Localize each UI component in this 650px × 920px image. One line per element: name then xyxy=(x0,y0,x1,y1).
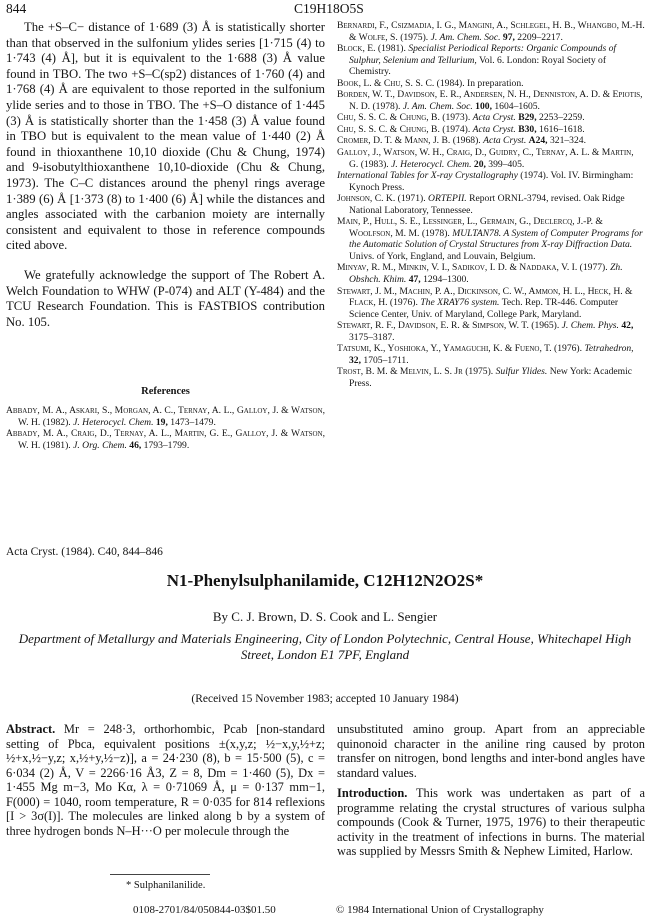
reference-journal: Zh. Obshch. Khim. xyxy=(349,262,623,286)
reference-year: (1981). xyxy=(377,43,406,55)
abstract-continued: unsubstituted amino group. Apart from an appreciable quinonoid character in the aniline ring caused by proton transfer on nitrogen, bond lengths and inter-bond angles have standard values. xyxy=(337,722,645,780)
references-heading: References xyxy=(141,386,190,397)
reference-pages: 2253–2259. xyxy=(539,112,585,124)
reference-pages: 1473–1479. xyxy=(170,416,216,428)
reference-pages: 1294–1300. xyxy=(423,274,469,286)
introduction-label: Introduction. xyxy=(337,786,408,800)
reference-entry xyxy=(337,124,645,136)
reference-journal: Acta Cryst. xyxy=(483,135,527,147)
reference-authors: Chu, S. S. C. & Chung, B. xyxy=(337,112,440,124)
reference-volume: 97, xyxy=(502,31,515,43)
reference-pages: 2209–2217. xyxy=(517,31,563,43)
reference-authors: Stewart, R. F., Davidson, E. R. & Simpson, W. T. xyxy=(337,320,529,332)
reference-entry xyxy=(337,320,645,343)
prev-article-body xyxy=(6,20,325,330)
reference-volume: 42, xyxy=(621,320,634,332)
reference-journal: Specialist Periodical Reports: Organic Compounds of Sulphur, Selenium and Tellurium, xyxy=(349,43,617,66)
reference-journal: J. Chem. Phys. xyxy=(561,320,619,332)
reference-authors: Cromer, D. T. & Mann, J. B. xyxy=(337,135,451,147)
reference-authors: Johnson, C. K. xyxy=(337,193,396,205)
reference-volume: 19, xyxy=(155,416,168,428)
reference-pages: 1705–1711. xyxy=(363,354,409,366)
reference-authors: Bernardi, F., Csizmadia, I. G., Mangini, A., Schlegel, H. B., Whangbo, M.-H. & Wolfe, S. xyxy=(337,20,645,43)
reference-volume: 100, xyxy=(475,100,492,112)
reference-year: (1983). xyxy=(360,158,389,170)
reference-year: (1975). xyxy=(400,31,429,43)
reference-journal: International Tables for X-ray Crystallography xyxy=(337,170,518,182)
reference-pages: Tech. Rep. TR-446. Computer Science Center, Univ. of Maryland, College Park, Maryland. xyxy=(349,297,619,320)
reference-journal: MULTAN78. A System of Computer Programs for the Automatic Solution of Crystal Structures from X-ray Diffraction Data. xyxy=(349,227,643,251)
reference-journal: J. Am. Chem. Soc. xyxy=(402,100,473,112)
reference-pages: Vol. 6. London: Royal Society of Chemistry. xyxy=(349,54,607,78)
reference-year: (1984). xyxy=(436,77,465,89)
reference-entry xyxy=(337,216,645,262)
reference-pages: New York: Academic Press. xyxy=(349,366,633,389)
references-left xyxy=(6,405,325,451)
reference-pages: In preparation. xyxy=(467,77,524,89)
introduction xyxy=(337,786,645,859)
reference-entry xyxy=(337,135,645,147)
reference-volume: 46, xyxy=(129,439,142,451)
reference-authors: Stewart, J. M., Machin, P. A., Dickinson, C. W., Ammon, H. L., Heck, H. & Flack, H. xyxy=(337,285,633,309)
reference-year: (1978). xyxy=(372,100,401,112)
reference-entry xyxy=(337,43,645,78)
reference-authors: Abbady, M. A., Craig, D., Ternay, A. L., Martin, G. E., Galloy, J. & Watson, W. H. xyxy=(6,428,325,451)
reference-entry xyxy=(337,147,645,170)
reference-year: (1971). xyxy=(397,193,426,205)
issn-code: 0108-2701/84/050844-03$01.50 xyxy=(133,904,276,916)
page-number: 844 xyxy=(6,1,27,16)
reference-authors: Borden, W. T., Davidson, E. R., Andersen, N. H., Denniston, A. D. & Epiotis, N. D. xyxy=(337,89,643,112)
reference-authors: Minyav, R. M., Minkin, V. I., Sadikov, I. D. & Naddaka, V. I. xyxy=(337,262,578,274)
abstract-text: Mr = 248·3, orthorhombic, Pcab [non-standard setting of Pbca, equivalent positions ±(x,y,z; ½−x,y,½+z; ½+x,½−y,z; x,½+y,½−z)], a = 24·230 (8), b = 15·500 (5), c = 6·034 (2) Å, V = 2266·16 Å3, Z = 8, Dm = 1·460 (5), Dx = 1·455 Mg m−3, Mo Kα, λ = 0·71069 Å, μ = 0·137 mm−1, F(000) = 1040, room temperature, R = 0·035 for 814 reflexions [I > 3σ(I)]. The molecules are linked along b by a system of three hydrogen bonds N–H···O per molecule through the xyxy=(6,722,325,838)
copyright: © 1984 International Union of Crystallography xyxy=(336,904,544,916)
reference-journal: The XRAY76 system. xyxy=(420,297,500,309)
reference-pages: Univs. of York, England, and Louvain, Belgium. xyxy=(349,250,536,262)
reference-authors: Trost, B. M. & Melvin, L. S. Jr xyxy=(337,366,463,378)
reference-entry xyxy=(6,405,325,428)
reference-pages: 1604–1605. xyxy=(494,100,540,112)
reference-year: (1974). xyxy=(442,123,471,135)
article-affiliation: Department of Metallurgy and Materials Engineering, City of London Polytechnic, Central House, Whitechapel High Street, London E1 7PF, England xyxy=(18,631,632,662)
article-title: N1-Phenylsulphanilamide, C12H12N2O2S* xyxy=(166,571,484,590)
reference-authors: Tatsumi, K., Yoshioka, Y., Yamaguchi, K. & Fueno, T. xyxy=(337,343,552,355)
reference-year: (1973). xyxy=(442,112,471,124)
reference-volume: 47, xyxy=(408,274,421,286)
abstract xyxy=(6,722,325,838)
reference-year: (1968). xyxy=(452,135,481,147)
reference-journal: Sulfur Ylides. xyxy=(495,366,548,378)
reference-entry xyxy=(337,78,645,90)
reference-authors: Galloy, J., Watson, W. H., Craig, D., Guidry, C., Ternay, A. L. & Martin, G. xyxy=(337,147,634,170)
reference-volume: A24, xyxy=(528,135,548,147)
reference-entry xyxy=(337,366,645,389)
reference-authors: Abbady, M. A., Askari, S., Morgan, A. C., Ternay, A. L., Galloy, J. & Watson, W. H. xyxy=(6,405,325,428)
running-header-formula: C19H18O5S xyxy=(294,1,364,16)
reference-year: (1976). xyxy=(554,343,583,355)
reference-pages: 1793–1799. xyxy=(143,439,190,451)
reference-journal: Acta Cryst. xyxy=(472,123,516,135)
reference-authors: Book, L. & Chu, S. S. C. xyxy=(337,77,435,89)
reference-journal: J. Heterocycl. Chem. xyxy=(391,158,472,170)
reference-authors: Block, E. xyxy=(337,43,376,55)
reference-entry xyxy=(337,89,645,112)
reference-pages: (1974). Vol. IV. Birmingham: Kynoch Press. xyxy=(349,170,634,193)
reference-volume: B30, xyxy=(518,123,537,135)
reference-year: (1975). xyxy=(465,366,494,378)
reference-entry xyxy=(337,193,645,216)
reference-year: (1976). xyxy=(389,297,418,309)
references-right xyxy=(337,20,645,390)
reference-entry xyxy=(337,170,645,193)
reference-journal: J. Am. Chem. Soc. xyxy=(430,31,501,43)
reference-authors: Main, P., Hull, S. E., Lessinger, L., Germain, G., Declercq, J.-P. & Woolfson, M. M. xyxy=(337,216,603,239)
reference-volume: 32, xyxy=(349,354,361,366)
reference-authors: Chu, S. S. C. & Chung, B. xyxy=(337,123,440,135)
reference-pages: 1616–1618. xyxy=(539,123,585,135)
reference-year: (1982). xyxy=(42,416,71,428)
reference-entry xyxy=(337,286,645,321)
reference-volume: 20, xyxy=(473,158,486,170)
footnote-divider xyxy=(110,874,210,875)
footnote: * Sulphanilanilide. xyxy=(126,880,206,891)
reference-journal: J. Org. Chem. xyxy=(73,439,127,451)
reference-entry xyxy=(337,262,645,285)
journal-citation: Acta Cryst. (1984). C40, 844–846 xyxy=(6,546,163,558)
article-authors: By C. J. Brown, D. S. Cook and L. Sengier xyxy=(212,609,438,624)
reference-year: (1981). xyxy=(42,439,71,451)
reference-pages: Report ORNL-3794, revised. Oak Ridge National Laboratory, Tennessee. xyxy=(349,193,625,216)
reference-pages: 3175–3187. xyxy=(349,331,395,343)
reference-entry xyxy=(337,112,645,124)
prev-article-paragraph: The +S–C− distance of 1·689 (3) Å is statistically shorter than that observed in the sulfonium ylides series [1·715 (4) to 1·743 (4) Å], but it is equivalent to the 1·688 (3) Å value found in TBO. The two +S–C(sp2) distances of 1·760 (4) and 1·768 (4) Å are equivalent to those reported in the sulfonium ylide series and to those in TBO. The +S–O distance of 1·445 (3) Å is statistically shorter than the 1·458 (3) Å value found in TBO but is equivalent to the mean value of 1·440 (2) Å found in thioxanthene 10,10 dioxide (Chu & Chung, 1974) and 9-isobutylthioxanthene 10,10-dioxide (Chu & Chung, 1973). The C–C distances around the phenyl rings average 1·389 (6) Å [1·373 (8) to 1·400 (6) Å] while the distances and angles associated with the carbanion moiety are internally consistent and equivalent to those in reference compounds cited above. xyxy=(6,20,325,253)
reference-volume: B29, xyxy=(518,112,537,124)
reference-pages: 399–405. xyxy=(488,158,525,170)
reference-year: (1978). xyxy=(421,227,450,239)
reference-journal: J. Heterocycl. Chem. xyxy=(73,416,154,428)
reference-pages: 321–324. xyxy=(549,135,586,147)
reference-year: (1965). xyxy=(531,320,560,332)
reference-journal: Acta Cryst. xyxy=(472,112,516,124)
abstract-label: Abstract. xyxy=(6,722,56,736)
acknowledgement-paragraph: We gratefully acknowledge the support of The Robert A. Welch Foundation to WHW (P-074) and ALT (Y-484) and the TCU Research Foundation. This is FASTBIOS contribution No. 105. xyxy=(6,267,325,329)
reference-year: (1977). xyxy=(579,262,608,274)
reference-entry xyxy=(6,428,325,451)
reference-entry xyxy=(337,343,645,366)
reference-journal: Tetrahedron, xyxy=(584,343,634,355)
reference-journal: ORTEPII. xyxy=(428,193,467,205)
reference-entry xyxy=(337,20,645,43)
introduction-text: This work was undertaken as part of a programme relating the crystal structures of various sulpha compounds (Cook & Turner, 1975, 1976) to their therapeutic activity in the treatment of infections in burns. The material was supplied by Messrs Smith & Nephew Limited, Harlow. xyxy=(337,786,645,858)
received-dates: (Received 15 November 1983; accepted 10 January 1984) xyxy=(191,693,459,705)
